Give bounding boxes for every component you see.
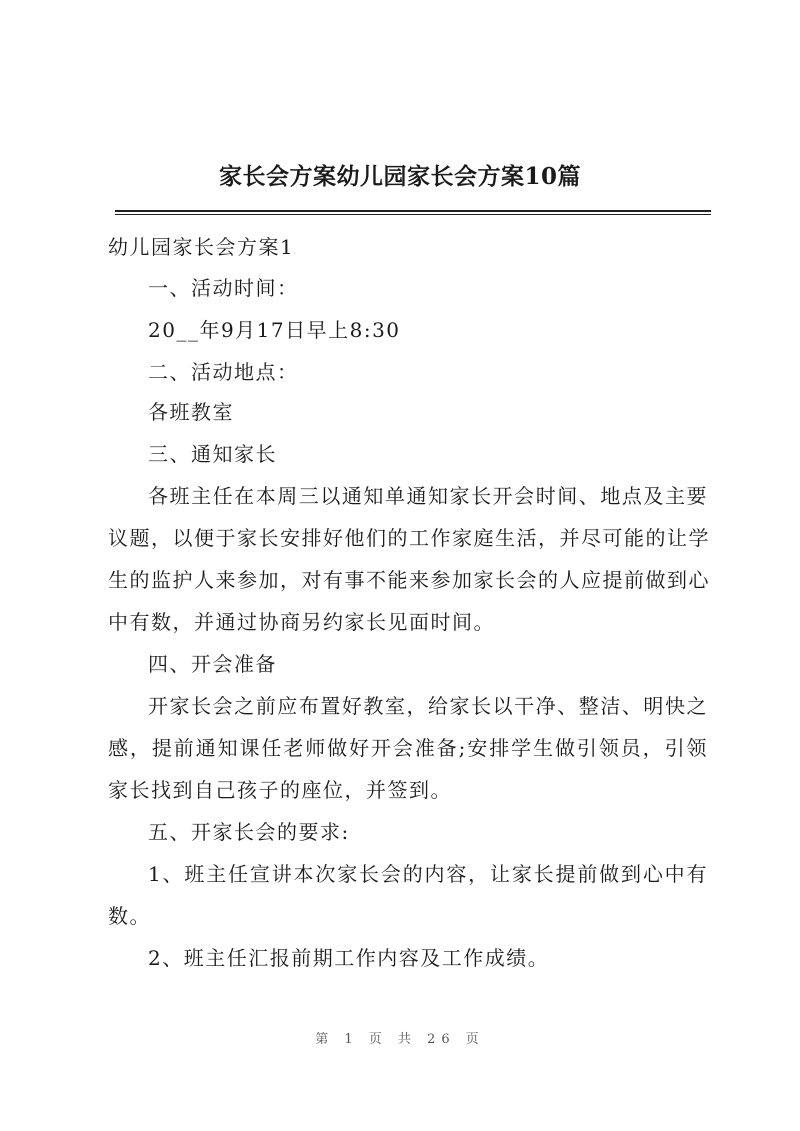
paragraph-line: 家长找到自己孩子的座位，并签到。 — [108, 778, 452, 802]
title-divider — [115, 210, 711, 215]
paragraph-line: 中有数，并通过协商另约家长见面时间。 — [108, 610, 495, 634]
page-number-footer: 第 1 页 共 26 页 — [315, 1032, 485, 1047]
document-title: 家长会方案幼儿园家长会方案10篇 — [218, 163, 581, 190]
heading-activity-time: 一、活动时间： — [148, 276, 299, 300]
paragraph-line: 生的监护人来参加，对有事不能来参加家长会的人应提前做到心 — [108, 568, 710, 592]
paragraph-line: 开家长会之前应布置好教室，给家长以干净、整洁、明快之 — [148, 694, 708, 718]
paragraph-line: 感，提前通知课任老师做好开会准备;安排学生做引领员，引领 — [108, 736, 708, 760]
paragraph-line: 数。 — [108, 904, 151, 928]
paragraph-line: 2、班主任汇报前期工作内容及工作成绩。 — [148, 946, 550, 970]
activity-time-value: 20__年9月17日早上8:30 — [148, 318, 401, 342]
paragraph-line: 各班主任在本周三以通知单通知家长开会时间、地点及主要 — [148, 484, 708, 508]
section-heading: 幼儿园家长会方案1 — [108, 235, 295, 259]
paragraph-line: 1、班主任宣讲本次家长会的内容，让家长提前做到心中有 — [148, 862, 708, 886]
paragraph-line: 议题，以便于家长安排好他们的工作家庭生活，并尽可能的让学 — [108, 526, 710, 550]
heading-meeting-prep: 四、开会准备 — [148, 652, 277, 676]
activity-place-value: 各班教室 — [148, 400, 234, 424]
heading-meeting-requirements: 五、开家长会的要求: — [148, 820, 350, 844]
heading-activity-place: 二、活动地点： — [148, 360, 299, 384]
heading-notify-parents: 三、通知家长 — [148, 442, 277, 466]
